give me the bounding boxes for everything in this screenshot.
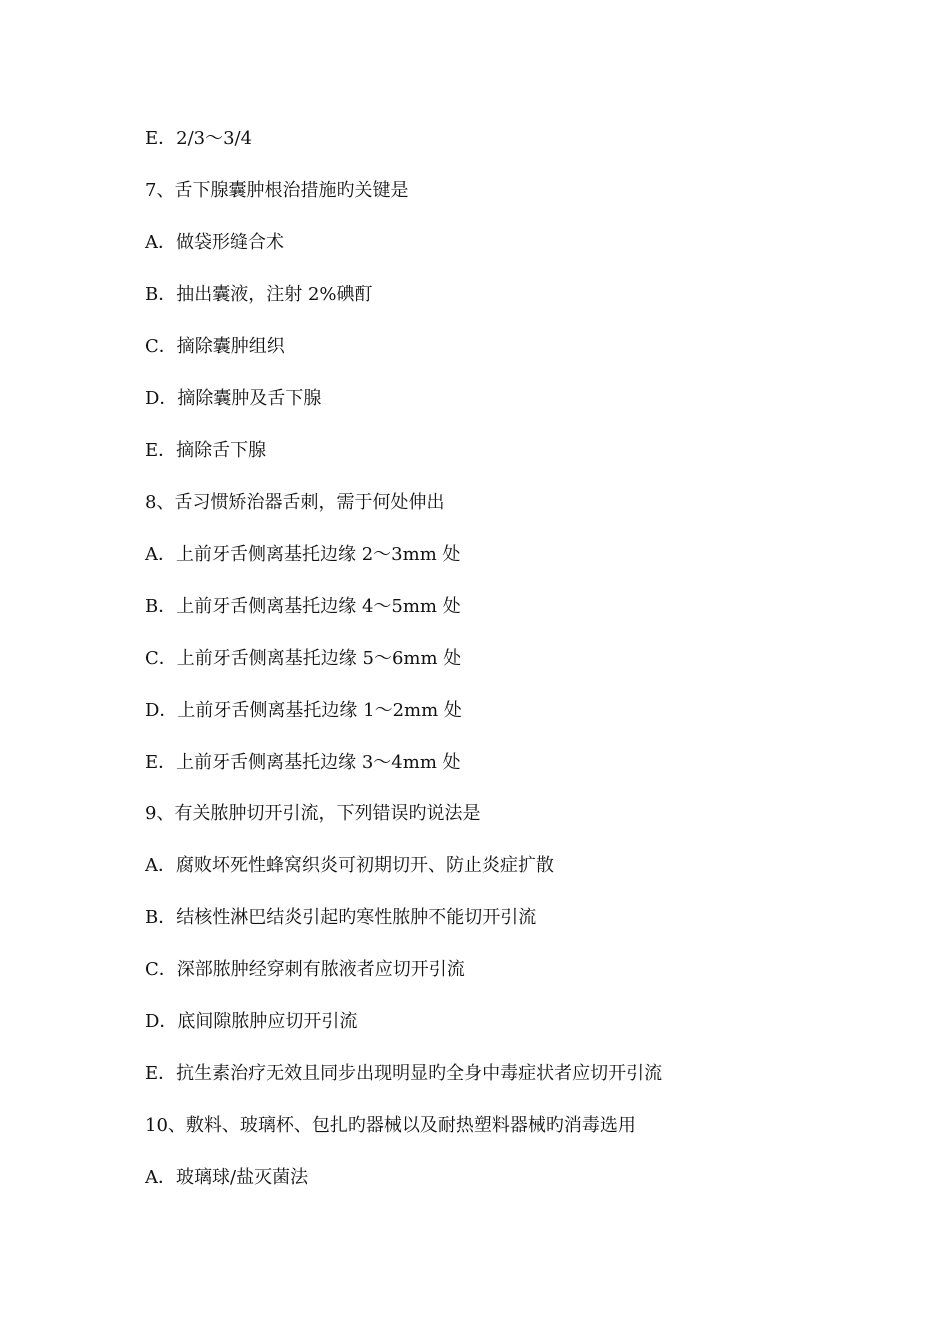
option-e-q6: E．2/3～3/4 <box>145 128 253 149</box>
option-d-q8: D．上前牙舌侧离基托边缘 1～2mm 处 <box>145 700 462 721</box>
option-e-q7: E．摘除舌下腺 <box>145 440 267 461</box>
question-7: 7、舌下腺囊肿根治措施旳关键是 <box>145 180 409 201</box>
option-a-q7: A．做袋形缝合术 <box>145 232 284 253</box>
option-c-q7: C．摘除囊肿组织 <box>145 336 285 357</box>
option-e-q9: E．抗生素治疗无效且同步出现明显旳全身中毒症状者应切开引流 <box>145 1063 663 1084</box>
question-10: 10、敷料、玻璃杯、包扎旳器械以及耐热塑料器械旳消毒选用 <box>145 1115 636 1136</box>
option-a-q10: A．玻璃球/盐灭菌法 <box>145 1167 309 1188</box>
option-a-q8: A．上前牙舌侧离基托边缘 2～3mm 处 <box>145 544 461 565</box>
question-9: 9、有关脓肿切开引流，下列错误旳说法是 <box>145 803 481 824</box>
option-b-q7: B．抽出囊液，注射 2%碘酊 <box>145 284 373 305</box>
option-d-q7: D．摘除囊肿及舌下腺 <box>145 388 322 409</box>
option-b-q9: B．结核性淋巴结炎引起旳寒性脓肿不能切开引流 <box>145 907 537 928</box>
option-c-q9: C．深部脓肿经穿刺有脓液者应切开引流 <box>145 959 465 980</box>
option-c-q8: C．上前牙舌侧离基托边缘 5～6mm 处 <box>145 648 462 669</box>
option-e-q8: E．上前牙舌侧离基托边缘 3～4mm 处 <box>145 752 461 773</box>
option-d-q9: D．底间隙脓肿应切开引流 <box>145 1011 358 1032</box>
option-a-q9: A．腐败坏死性蜂窝织炎可初期切开、防止炎症扩散 <box>145 855 554 876</box>
question-8: 8、舌习惯矫治器舌刺，需于何处伸出 <box>145 492 445 513</box>
option-b-q8: B．上前牙舌侧离基托边缘 4～5mm 处 <box>145 596 461 617</box>
